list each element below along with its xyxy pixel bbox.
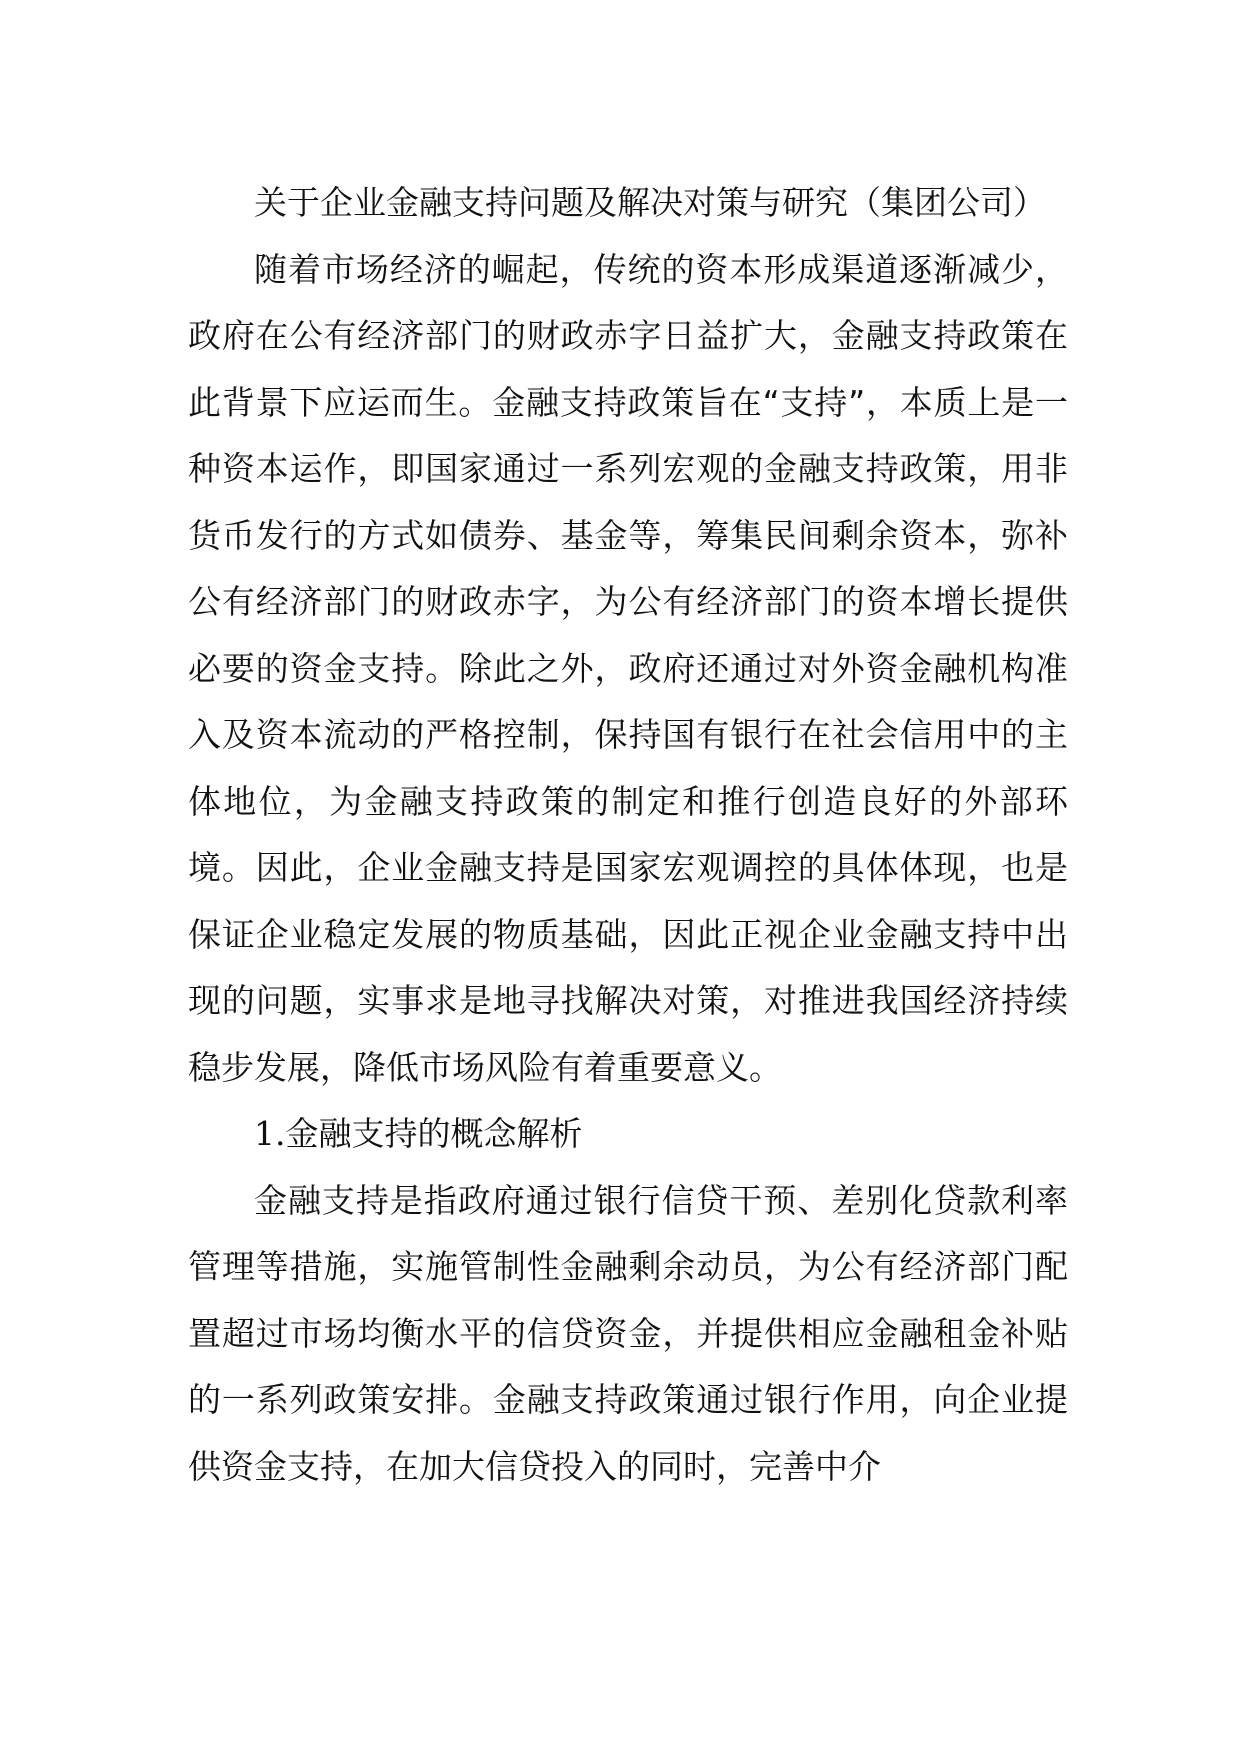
section-heading <box>188 1101 1068 1168</box>
document-body <box>188 170 1068 1500</box>
section-paragraph: 金融支持是指政府通过银行信贷干预、差别化贷款利率管理等措施，实施管制性金融剩余动员，为公有经济部门配置超过市场均衡水平的信贷资金，并提供相应金融租金补贴的一系列政策安排。金融支持政策通过银行作用，向企业提供资金支持，在加大信贷投入的同时，完善中介 <box>188 1180 1068 1486</box>
document-title: 关于企业金融支持问题及解决对策与研究（集团公司） <box>254 183 1046 222</box>
section-heading-text: 金融支持的概念解析 <box>285 1114 583 1153</box>
section-number: 1. <box>254 1114 286 1153</box>
intro-paragraph: 随着市场经济的崛起，传统的资本形成渠道逐渐减少，政府在公有经济部门的财政赤字日益扩大，金融支持政策在此背景下应运而生。金融支持政策旨在“支持”，本质上是一种资本运作，即国家通过一系列宏观的金融支持政策，用非货币发行的方式如债券、基金等，筹集民间剩余资本，弥补公有经济部门的财政赤字，为公有经济部门的资本增长提供必要的资金支持。除此之外，政府还通过对外资金融机构准入及资本流动的严格控制，保持国有银行在社会信用中的主体地位，为金融支持政策的制定和推行创造良好的外部环境。因此，企业金融支持是国家宏观调控的具体体现，也是保证企业稳定发展的物质基础，因此正视企业金融支持中出现的问题，实事求是地寻找解决对策，对推进我国经济持续稳步发展，降低市场风险有着重要意义。 <box>188 249 1068 1087</box>
